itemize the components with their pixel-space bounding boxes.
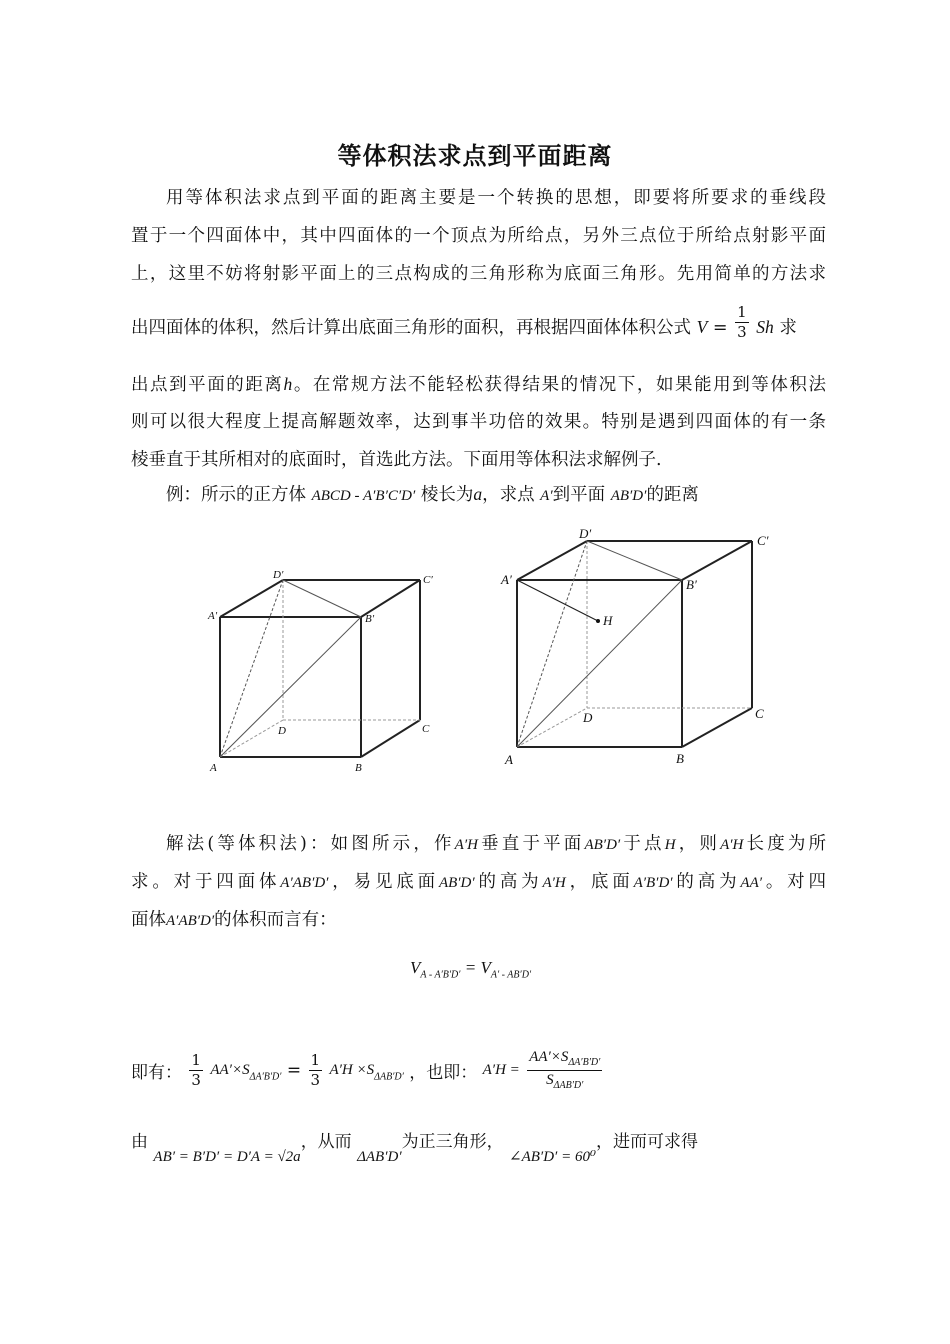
diagonal-ab1 [517,580,682,747]
solution-text-1b: 垂直于平面 [477,834,585,854]
eq3-mid1: ，从而 [300,1132,352,1152]
solution-text-1e: 长度为所 [743,834,827,854]
intro-line-1: 用等体积法求点到平面的距离主要是一个转换的思想，即要将所要求的垂线段 [166,188,826,208]
solution-height-ah: A′H [542,875,566,891]
eq2-frac1-num: 1 [191,1051,201,1069]
solution-text-2d: ，底面 [565,872,634,892]
eq2-big-fraction [527,1050,602,1091]
label-d1: D′ [579,526,592,541]
solution-base-2: A′B′D′ [633,875,673,891]
label-h: H [603,613,613,628]
equation-triangle [131,1127,698,1165]
label-d1: D′ [273,569,284,581]
example-suffix: 的距离 [646,485,699,505]
intro-line-4-text: 出四面体的体积，然后计算出底面三角形的面积，再根据四面体体积公式 [131,318,691,338]
eq3-expr: AB′ = B′D′ = D′A = √2a [153,1149,301,1165]
intro-line-4 [131,303,826,341]
solution-ah-2: A′H [720,837,744,853]
diagonal-ad1 [220,580,283,757]
eq3-prefix: 由 [131,1132,148,1152]
label-a: A [210,762,217,774]
equation-ratio [131,1050,604,1091]
eq2-term2-sub: ΔAB′D′ [374,1071,404,1083]
solution-text-2f: 。对四 [762,872,826,892]
eq2-big-num-sub: ΔA′B′D′ [568,1057,601,1068]
label-c1: C′ [423,574,433,586]
eq2-big-den [527,1071,602,1091]
edge-bc [361,720,420,757]
solution-h: H [664,837,676,853]
solution-line-3 [131,912,826,930]
solution-text-1a: 解法(等体积法)：如图所示，作 [166,834,455,854]
eq2-big-den-sub: ΔAB′D′ [553,1080,584,1091]
example-edge-text: 棱长为 [420,485,474,505]
solution-tetrahedron-2: A′AB′D′ [166,913,215,929]
eq1-sub2: A′ - AB′D′ [490,969,532,981]
formula-sh: Sh [756,317,774,337]
solution-text-2a: 求。对于四面体 [131,872,281,892]
equation-volume [410,958,531,980]
solution-text-3b: 的体积而言有： [214,910,337,930]
eq2-frac1 [189,1053,203,1088]
perpendicular-a1h [517,580,598,621]
intro-line-4-end: 求 [779,318,797,338]
eq2-frac2-den: 3 [310,1071,321,1089]
page-title: 等体积法求点到平面距离 [337,141,613,170]
label-d: D [278,725,286,737]
solution-ah: A′H [454,837,478,853]
intro-line-5-text-b: 。在常规方法不能轻松获得结果的情况下，如果能用到等体积法 [292,375,826,395]
label-b1: B′ [365,613,375,625]
eq2-lhs: A′H = [482,1062,520,1078]
example-a: a [473,484,483,504]
eq1-v2: V [480,958,491,977]
solution-line-2 [131,874,826,892]
label-c: C [422,723,430,735]
label-a: A [505,752,513,767]
example-point: A′ [540,488,553,504]
label-a1: A′ [208,610,218,622]
solution-text-1c: 于点 [620,834,665,854]
eq3-angle: ∠AB′D′ = 60⁰ [509,1149,596,1165]
edge-a1d1 [517,541,587,580]
edge-b1c1 [682,541,752,580]
solution-line-1 [131,836,826,854]
eq2-term1-sub: ΔA′B′D′ [249,1071,282,1083]
example-plane: AB′D′ [610,488,647,504]
eq1-sub1: A - A′B′D′ [420,969,461,981]
eq3-suffix: ，进而可求得 [595,1132,698,1152]
label-d: D [583,710,593,725]
diagonal-ab1 [220,617,361,757]
example-to-plane: 到平面 [552,485,606,505]
formula-numerator: 1 [737,303,747,321]
label-a1: A′ [501,572,512,587]
solution-plane: AB′D′ [584,837,621,853]
eq2-frac2 [309,1053,323,1088]
eq2-big-num [527,1050,602,1071]
solution-text-2b: ，易见底面 [328,872,439,892]
cube-figure-right [495,522,785,772]
eq2-term1: AA′×S [210,1062,250,1078]
eq2-frac1-den: 3 [191,1071,201,1089]
solution-tetrahedron: A′AB′D′ [280,875,329,891]
diagonal-d1b1 [283,580,361,617]
eq3-triangle: ΔAB′D′ [357,1149,402,1165]
eq2-equals: = [286,1060,302,1081]
edge-bc [682,708,752,747]
solution-height-aa: AA′ [740,875,763,891]
intro-line-7: 棱垂直于其所相对的底面时，首选此方法。下面用等体积法求解例子. [131,450,662,470]
eq1-eq: = [464,958,477,977]
solution-base: AB′D′ [438,875,475,891]
eq2-term2: A′H ×S [329,1062,375,1078]
formula-eq: = [712,318,728,338]
eq1-v1: V [410,958,421,977]
edge-a1d1 [220,580,283,617]
label-c1: C′ [757,533,769,548]
distance-h: h [283,374,293,394]
formula-fraction [735,305,749,340]
eq2-big-den-text: S [546,1072,554,1088]
intro-line-6: 则可以很大程度上提高解题效率，达到事半功倍的效果。特别是遇到四面体的有一条 [131,412,826,432]
diagonal-d1b1 [587,541,682,580]
formula-denominator: 3 [737,323,747,341]
formula-v: V [696,317,708,337]
edge-b1c1 [361,580,420,617]
diagonal-ad1 [517,541,587,747]
solution-text-2c: 的高为 [474,872,543,892]
example-prefix: 例：所示的正方体 [166,485,306,505]
solution-text-1d: ，则 [675,834,721,854]
intro-line-3: 上，这里不妨将射影平面上的三点构成的三角形称为底面三角形。先用简单的方法求 [131,264,826,284]
solution-text-2e: 的高为 [672,872,741,892]
point-h [596,619,600,623]
label-b: B [355,762,362,774]
intro-line-2: 置于一个四面体中，其中四面体的一个顶点为所给点，另外三点位于所给点射影平面 [131,226,826,246]
eq3-mid2: 为正三角形， [401,1132,504,1152]
cube-figure-left [200,565,450,780]
eq2-frac2-num: 1 [310,1051,321,1069]
example-line [131,486,861,505]
intro-line-5-text-a: 出点到平面的距离 [131,375,284,395]
label-b1: B′ [686,577,697,592]
example-ask-text: ，求点 [482,485,535,505]
solution-text-3a: 面体 [131,910,166,930]
label-b: B [676,751,684,766]
label-c: C [755,706,764,721]
eq2-prefix: 即有： [131,1063,182,1083]
intro-line-5 [131,376,826,395]
hidden-edge-ad [517,708,587,747]
eq2-mid: ，也即： [409,1063,478,1083]
example-cube: ABCD - A′B′C′D′ [311,488,416,504]
eq2-big-num-text: AA′×S [529,1049,569,1065]
